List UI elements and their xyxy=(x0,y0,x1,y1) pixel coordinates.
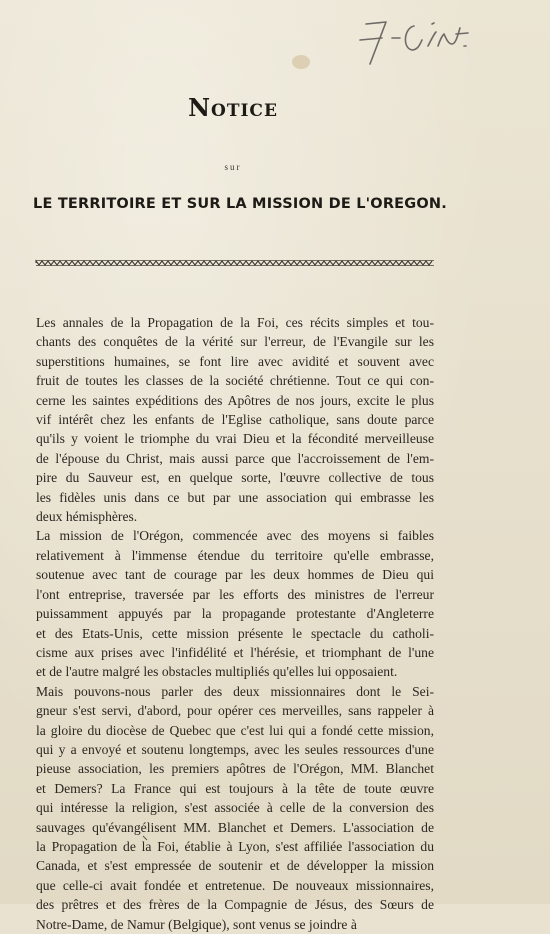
text-line: gneur s'est servi, d'abord, pour opérer ces merveilles, sans rappeler à xyxy=(36,703,434,719)
text-line: et de l'autre malgré les obstacles multipliés qu'elles lui opposaient. xyxy=(36,664,398,680)
text-line: chants des conquêtes de la vérité sur l'erreur, de l'Evangile sur les xyxy=(36,334,434,350)
text-line: qui intéresse la religion, s'est associée à celle de la conversion des xyxy=(36,800,434,816)
text-line: que celle-ci avait fondée et entretenue. De nouveaux missionnaires, xyxy=(36,877,434,893)
text-line: Notre-Dame, de Namur (Belgique), sont venus se joindre à xyxy=(36,916,357,932)
text-line: la Propagation de la Foi, établie à Lyon, s'est affiliée l'association du xyxy=(36,838,434,854)
text-line: Canada, et s'est empressée de soutenir et de développer la mission xyxy=(36,858,434,874)
text-line: relativement à l'immense étendue du territoire qu'elle embrasse, xyxy=(36,547,434,563)
title-connector: sur xyxy=(224,162,242,172)
text-line: pire du Sauveur est, en quelque sorte, l'œuvre collective de tous xyxy=(36,470,434,486)
page-title: Notice xyxy=(188,93,278,122)
text-line: fruit de toutes les classes de la société chrétienne. Tout ce qui con- xyxy=(36,373,434,389)
text-line: qu'ils y voient le triomphe du vrai Dieu et la fécondité merveilleuse xyxy=(36,431,434,447)
text-line: et Demers? La France qui est toujours à la tête de toute œuvre xyxy=(36,780,434,796)
text-line: Les annales de la Propagation de la Foi, ces récits simples et tou- xyxy=(36,315,434,330)
text-line: deux hémisphères. xyxy=(36,509,138,525)
text-line: La mission de l'Orégon, commencée avec des moyens si faibles xyxy=(36,528,434,544)
text-line: superstitions humaines, se font lire avec avidité et souvent avec xyxy=(36,353,434,369)
paragraph-2 xyxy=(36,526,434,681)
text-line: puissamment appuyés par la propagande protestante d'Angleterre xyxy=(36,606,434,622)
paper-stain xyxy=(292,55,310,69)
page-subtitle: LE TERRITOIRE ET SUR LA MISSION DE L'OREGON. xyxy=(33,196,447,212)
text-line: cerne les saintes expéditions des Apôtres de nos jours, excite le plus xyxy=(36,392,434,408)
paragraph-3 xyxy=(36,682,434,934)
paragraph-1 xyxy=(36,313,434,526)
text-line: et des Etats-Unis, cette mission présente le spectacle du catholi- xyxy=(36,625,434,641)
handwritten-annotation xyxy=(352,4,482,74)
ornamental-divider xyxy=(36,258,434,268)
body-text xyxy=(36,313,434,934)
text-line: qui y a envoyé et soutenu longtemps, avec les seules ressources d'une xyxy=(36,741,434,757)
text-line: pieuse association, les premiers apôtres de l'Orégon, MM. Blanchet xyxy=(36,761,434,777)
text-line: des prêtres et des frères de la Compagnie de Jésus, des Sœurs de xyxy=(36,897,434,913)
text-line: cisme aux prises avec l'infidélité et l'hérésie, et triomphant de l'une xyxy=(36,644,434,660)
text-line: de l'épouse du Christ, mais aussi parce que l'accroissement de l'em- xyxy=(36,450,434,466)
text-line: les fidèles unis dans ce but par une association qui embrasse les xyxy=(36,489,434,505)
text-line: sauvages qu'évangélisent MM. Blanchet et Demers. L'association de xyxy=(36,819,434,835)
ink-mark xyxy=(142,835,148,841)
text-line: Mais pouvons-nous parler des deux missionnaires dont le Sei- xyxy=(36,683,434,699)
text-line: l'ont entreprise, traversée par les efforts des ministres de l'erreur xyxy=(36,586,434,602)
text-line: la gloire du diocèse de Quebec que c'est lui qui a fondé cette mission, xyxy=(36,722,434,738)
text-line: vif intérêt chez les enfants de l'Eglise catholique, sans doute parce xyxy=(36,412,434,428)
text-line: soutenue avec tant de courage par les deux hommes de Dieu qui xyxy=(36,567,434,583)
